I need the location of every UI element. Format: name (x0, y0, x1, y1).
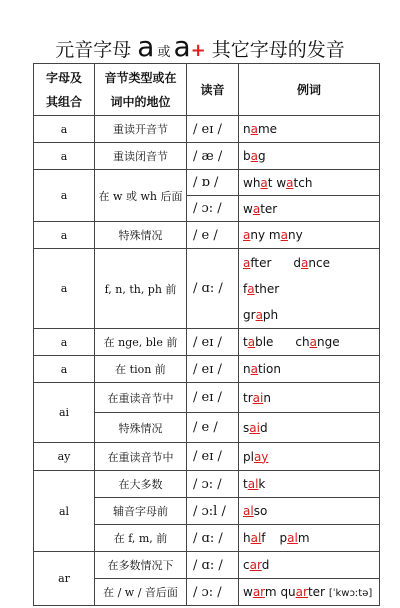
syllable-type-cell: 重读开音节 (95, 116, 187, 143)
sound-cell: / æ / (187, 143, 239, 170)
example-cell: table change (239, 329, 380, 356)
table-row (34, 222, 380, 249)
syllable-type-cell: 在大多数 (95, 471, 187, 498)
sound-cell: / ɔ: / (187, 579, 239, 606)
letter-cell: a (34, 222, 95, 249)
table-header-row (34, 64, 380, 116)
letter-cell: a (34, 356, 95, 383)
table-row (34, 383, 380, 413)
example-cell: name (239, 116, 380, 143)
syllable-type-cell: 辅音字母前 (95, 498, 187, 525)
example-cell: bag (239, 143, 380, 170)
title-letter-a: a (137, 30, 155, 63)
table-row (34, 443, 380, 471)
example-cell: after dancefather graph (239, 249, 380, 329)
table-row (34, 329, 380, 356)
syllable-type-cell: 在 nge, ble 前 (95, 329, 187, 356)
example-cell: any many (239, 222, 380, 249)
sound-cell: / e / (187, 413, 239, 443)
syllable-type-cell: 特殊情况 (95, 413, 187, 443)
letter-cell: ai (34, 383, 95, 443)
syllable-type-cell: 重读闭音节 (95, 143, 187, 170)
letter-cell: al (34, 471, 95, 552)
letter-cell: ar (34, 552, 95, 606)
example-cell: card (239, 552, 380, 579)
sound-cell: / eɪ / (187, 116, 239, 143)
sound-cell: / ɑ: / (187, 552, 239, 579)
example-cell: what watch (239, 170, 380, 196)
page-title: 元音字母 a 或 a+ 其它字母的发音 (55, 30, 345, 63)
example-cell: nation (239, 356, 380, 383)
letter-cell: a (34, 116, 95, 143)
sound-cell: / eɪ / (187, 443, 239, 471)
sound-cell: / e / (187, 222, 239, 249)
letter-cell: a (34, 170, 95, 222)
letter-cell: a (34, 329, 95, 356)
table-row (34, 170, 380, 196)
header-examples: 例词 (239, 64, 380, 116)
example-cell: train (239, 383, 380, 413)
table-row (34, 249, 380, 329)
table-row (34, 143, 380, 170)
table-row (34, 471, 380, 498)
example-cell: half palm (239, 525, 380, 552)
header-letter-combo: 字母及 其组合 (34, 64, 95, 116)
table-row (34, 356, 380, 383)
sound-cell: / eɪ / (187, 356, 239, 383)
example-cell: water (239, 196, 380, 222)
sound-cell: / eɪ / (187, 329, 239, 356)
sound-cell: / ɔ:l / (187, 498, 239, 525)
syllable-type-cell: 在 f, m, 前 (95, 525, 187, 552)
sound-cell: / eɪ / (187, 383, 239, 413)
sound-cell: / ɒ / (187, 170, 239, 196)
syllable-type-cell: 在 w 或 wh 后面 (95, 170, 187, 222)
table-row (34, 116, 380, 143)
syllable-type-cell: 在 / w / 音后面 (95, 579, 187, 606)
example-cell: warm quarter [ˈkwɔːtə] (239, 579, 380, 606)
pronunciation-table (33, 63, 380, 606)
example-cell: said (239, 413, 380, 443)
title-letter-a-plus: a (173, 30, 191, 63)
example-cell: talk (239, 471, 380, 498)
letter-cell: a (34, 143, 95, 170)
syllable-type-cell: 特殊情况 (95, 222, 187, 249)
table-row (34, 552, 380, 579)
sound-cell: / ɔ: / (187, 196, 239, 222)
syllable-type-cell: f, n, th, ph 前 (95, 249, 187, 329)
letter-cell: ay (34, 443, 95, 471)
header-syllable-type: 音节类型或在 词中的地位 (95, 64, 187, 116)
sound-cell: / ɑ: / (187, 525, 239, 552)
syllable-type-cell: 在重读音节中 (95, 443, 187, 471)
header-pronunciation: 读音 (187, 64, 239, 116)
sound-cell: / ɑ: / (187, 249, 239, 329)
syllable-type-cell: 在 tion 前 (95, 356, 187, 383)
example-cell: also (239, 498, 380, 525)
letter-cell: a (34, 249, 95, 329)
example-cell: play (239, 443, 380, 471)
syllable-type-cell: 在重读音节中 (95, 383, 187, 413)
sound-cell: / ɔ: / (187, 471, 239, 498)
syllable-type-cell: 在多数情况下 (95, 552, 187, 579)
ipa-transcription: [ˈkwɔːtə] (328, 588, 373, 599)
